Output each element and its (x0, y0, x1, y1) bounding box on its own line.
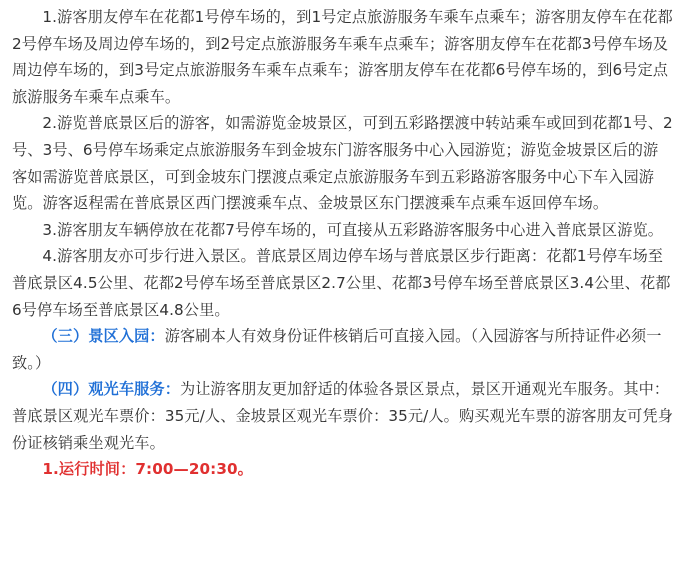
paragraph-operating-time (12, 456, 673, 483)
sightseeing-body: 为让游客朋友更加舒适的体验各景区景点，景区开通观光车服务。其中：普底景区观光车票价：35元/人、金坡景区观光车票价：35元/人。购买观光车票的游客朋友可凭身份证核销乘坐观光车。 (12, 380, 673, 452)
paragraph-entry (12, 323, 673, 376)
paragraph-walking-distance: 4.游客朋友亦可步行进入景区。普底景区周边停车场与普底景区步行距离：花都1号停车场至普底景区4.5公里、花都2号停车场至普底景区2.7公里、花都3号停车场至普底景区3.4公里、花都6号停车场至普底景区4.8公里。 (12, 247, 671, 319)
sightseeing-heading: （四）观光车服务： (42, 380, 180, 399)
paragraph-scenic-transfer: 2.游览普底景区后的游客，如需游览金坡景区，可到五彩路摆渡中转站乘车或回到花都1号、2号、3号、6号停车场乘定点旅游服务车到金坡东门游客服务中心入园游览；游览金坡景区后的游客如需游览普底景区，可到金坡东门摆渡点乘定点旅游服务车到五彩路游客服务中心下车入园游览。游客返程需在普底景区西门摆渡乘车点、金坡景区东门摆渡乘车点乘车返回停车场。 (12, 114, 673, 213)
paragraph-parking-lot-7: 3.游客朋友车辆停放在花都7号停车场的，可直接从五彩路游客服务中心进入普底景区游览。 (42, 220, 664, 239)
paragraph-parking-lot-shuttle: 1.游客朋友停车在花都1号停车场的，到1号定点旅游服务车乘车点乘车；游客朋友停车在花都2号停车场及周边停车场的，到2号定点旅游服务车乘车点乘车；游客朋友停车在花都3号停车场及周边停车场的，到3号定点旅游服务车乘车点乘车；游客朋友停车在花都6号停车场的，到6号定点旅游服务车乘车点乘车。 (12, 8, 673, 106)
entry-body: 游客刷本人有效身份证件核销后可直接入园。（入园游客与所持证件必须一致。） (12, 327, 662, 372)
paragraph-sightseeing-car (12, 376, 673, 456)
operating-time: 1.运行时间：7:00—20:30。 (42, 460, 253, 479)
entry-heading: （三）景区入园： (42, 327, 165, 346)
